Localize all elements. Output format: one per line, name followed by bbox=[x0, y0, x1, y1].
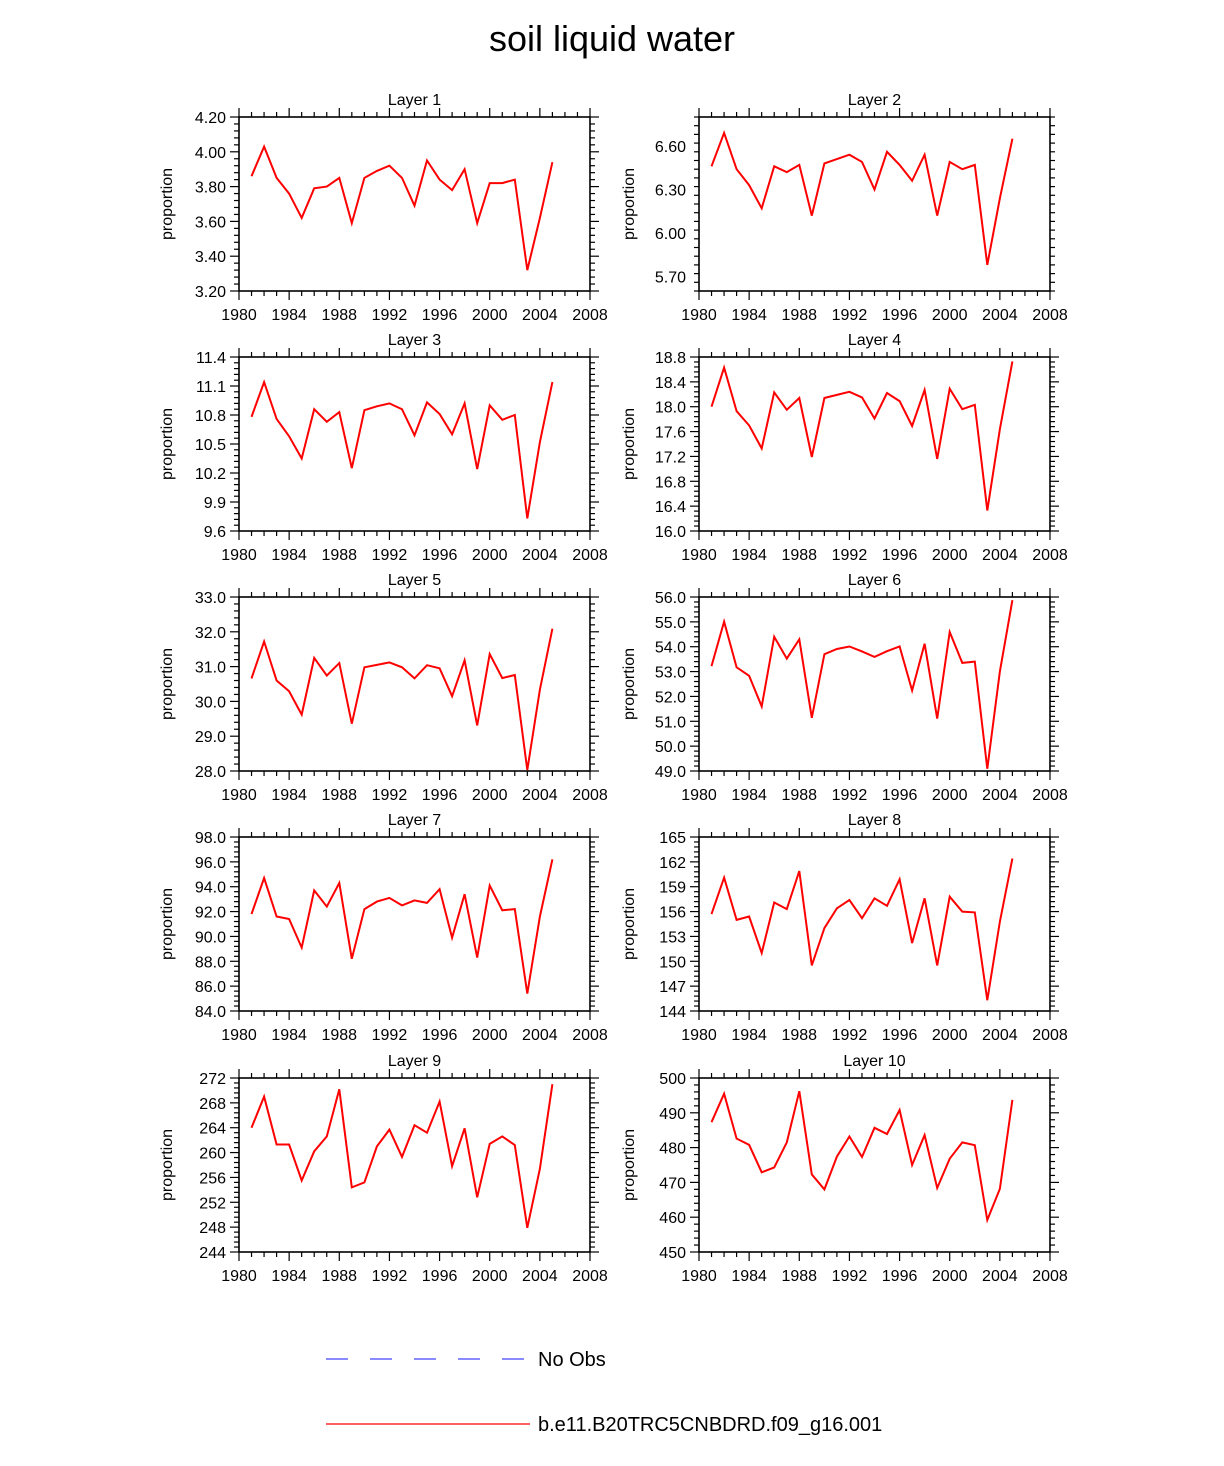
x-tick-label: 1988 bbox=[321, 787, 358, 804]
x-tick-label: 1996 bbox=[421, 1268, 458, 1285]
series-line bbox=[252, 859, 553, 993]
panel-7 bbox=[159, 812, 608, 1044]
y-tick-label: 10.2 bbox=[194, 466, 226, 483]
x-tick-label: 1980 bbox=[221, 307, 257, 324]
series-line bbox=[252, 147, 553, 271]
x-tick-label: 2004 bbox=[982, 1268, 1018, 1285]
y-tick-label: 84.0 bbox=[194, 1004, 226, 1021]
x-tick-label: 1984 bbox=[271, 787, 307, 804]
x-tick-label: 1980 bbox=[221, 547, 257, 564]
panel-title: Layer 9 bbox=[387, 1053, 442, 1070]
y-tick-label: 51.0 bbox=[654, 714, 686, 732]
plot-frame bbox=[239, 357, 590, 531]
panel-title: Layer 6 bbox=[847, 572, 902, 589]
x-tick-label: 1996 bbox=[881, 547, 918, 564]
panel-title: Layer 5 bbox=[387, 572, 442, 589]
x-tick-label: 1992 bbox=[831, 1027, 868, 1044]
x-tick-label: 2004 bbox=[522, 307, 558, 324]
y-axis-label: proportion bbox=[621, 407, 638, 481]
y-tick-label: 256 bbox=[199, 1170, 226, 1188]
x-tick-label: 1980 bbox=[681, 547, 717, 564]
y-axis-label: proportion bbox=[621, 1128, 638, 1202]
x-tick-label: 2004 bbox=[522, 787, 558, 804]
panel-title: Layer 2 bbox=[847, 92, 902, 109]
x-tick-label: 1992 bbox=[831, 307, 868, 324]
panel-title: Layer 3 bbox=[387, 332, 442, 349]
y-tick-label: 480 bbox=[659, 1140, 686, 1158]
x-tick-label: 1984 bbox=[731, 787, 767, 804]
panel-title: Layer 10 bbox=[843, 1053, 906, 1070]
y-tick-label: 16.8 bbox=[654, 474, 686, 492]
x-tick-label: 1984 bbox=[731, 547, 767, 564]
y-tick-label: 460 bbox=[659, 1210, 686, 1228]
y-tick-label: 268 bbox=[199, 1095, 226, 1113]
y-axis-label: proportion bbox=[621, 167, 638, 241]
y-tick-label: 6.00 bbox=[654, 226, 686, 243]
y-tick-label: 9.9 bbox=[203, 495, 226, 512]
y-tick-label: 31.0 bbox=[194, 659, 226, 677]
y-tick-label: 3.80 bbox=[194, 179, 226, 197]
y-tick-label: 144 bbox=[659, 1004, 686, 1021]
y-tick-label: 162 bbox=[659, 854, 686, 872]
x-tick-label: 1996 bbox=[421, 787, 458, 804]
x-tick-label: 2008 bbox=[1032, 787, 1068, 804]
y-tick-label: 52.0 bbox=[654, 689, 686, 707]
y-tick-label: 450 bbox=[659, 1245, 686, 1262]
series-line bbox=[712, 1091, 1013, 1220]
legend-label-model: b.e11.B20TRC5CNBDRD.f09_g16.001 bbox=[538, 1414, 883, 1436]
y-tick-label: 470 bbox=[659, 1175, 686, 1193]
plot-frame bbox=[699, 117, 1050, 291]
y-tick-label: 50.0 bbox=[654, 739, 686, 757]
y-tick-label: 248 bbox=[199, 1220, 226, 1238]
x-tick-label: 1992 bbox=[831, 1268, 868, 1285]
series-line bbox=[712, 600, 1013, 769]
y-tick-label: 86.0 bbox=[194, 979, 226, 997]
panel-title: Layer 4 bbox=[847, 332, 902, 349]
x-tick-label: 1980 bbox=[681, 787, 717, 804]
x-tick-label: 2000 bbox=[471, 1268, 508, 1285]
y-tick-label: 264 bbox=[199, 1120, 226, 1138]
y-tick-label: 244 bbox=[199, 1245, 226, 1262]
x-tick-label: 1992 bbox=[371, 1268, 408, 1285]
panel-5 bbox=[159, 572, 608, 804]
y-tick-label: 32.0 bbox=[194, 624, 226, 642]
series-line bbox=[712, 859, 1013, 1001]
y-tick-label: 18.4 bbox=[654, 374, 686, 392]
y-tick-label: 30.0 bbox=[194, 694, 226, 712]
panel-8 bbox=[621, 812, 1068, 1044]
x-tick-label: 1988 bbox=[781, 1268, 818, 1285]
x-tick-label: 2008 bbox=[1032, 307, 1068, 324]
y-tick-label: 56.0 bbox=[654, 590, 686, 607]
x-tick-label: 1992 bbox=[371, 307, 408, 324]
y-tick-label: 5.70 bbox=[654, 269, 686, 287]
y-tick-label: 4.00 bbox=[194, 144, 226, 162]
x-tick-label: 1980 bbox=[221, 1027, 257, 1044]
y-axis-label: proportion bbox=[159, 1128, 176, 1202]
x-tick-label: 1984 bbox=[731, 1268, 767, 1285]
x-tick-label: 1988 bbox=[321, 1027, 358, 1044]
y-tick-label: 18.0 bbox=[654, 399, 686, 417]
series-line bbox=[712, 133, 1013, 265]
panel-3 bbox=[159, 332, 608, 564]
y-tick-label: 272 bbox=[199, 1071, 226, 1088]
x-tick-label: 1984 bbox=[271, 1027, 307, 1044]
y-tick-label: 6.30 bbox=[654, 182, 686, 200]
y-tick-label: 90.0 bbox=[194, 929, 226, 947]
x-tick-label: 2004 bbox=[522, 1268, 558, 1285]
x-tick-label: 1988 bbox=[321, 1268, 358, 1285]
x-tick-label: 1992 bbox=[371, 1027, 408, 1044]
y-tick-label: 165 bbox=[659, 830, 686, 847]
y-tick-label: 6.60 bbox=[654, 139, 686, 156]
figure-title: soil liquid water bbox=[488, 18, 736, 59]
y-tick-label: 16.4 bbox=[654, 499, 686, 517]
x-tick-label: 2000 bbox=[471, 307, 508, 324]
plot-frame bbox=[239, 597, 590, 771]
x-tick-label: 1996 bbox=[881, 1027, 918, 1044]
y-tick-label: 4.20 bbox=[194, 110, 226, 127]
x-tick-label: 1984 bbox=[271, 307, 307, 324]
panel-2 bbox=[621, 92, 1068, 324]
y-tick-label: 55.0 bbox=[654, 614, 686, 632]
panel-1 bbox=[159, 92, 608, 324]
x-tick-label: 1988 bbox=[781, 787, 818, 804]
x-tick-label: 2008 bbox=[572, 547, 608, 564]
legend-label-no-obs: No Obs bbox=[538, 1349, 606, 1371]
x-tick-label: 1992 bbox=[371, 547, 408, 564]
panel-9 bbox=[159, 1053, 608, 1285]
x-tick-label: 2004 bbox=[982, 307, 1018, 324]
x-tick-label: 2008 bbox=[1032, 1027, 1068, 1044]
y-tick-label: 29.0 bbox=[194, 729, 226, 747]
series-line bbox=[252, 1084, 553, 1228]
y-tick-label: 11.1 bbox=[196, 379, 226, 396]
y-axis-label: proportion bbox=[159, 647, 176, 721]
x-tick-label: 1988 bbox=[321, 307, 358, 324]
x-tick-label: 1996 bbox=[421, 307, 458, 324]
x-tick-label: 1984 bbox=[271, 1268, 307, 1285]
y-tick-label: 94.0 bbox=[194, 879, 226, 897]
y-tick-label: 28.0 bbox=[194, 764, 226, 781]
y-axis-label: proportion bbox=[621, 647, 638, 721]
y-tick-label: 17.6 bbox=[654, 424, 686, 442]
x-tick-label: 2008 bbox=[572, 307, 608, 324]
x-tick-label: 1988 bbox=[781, 547, 818, 564]
x-tick-label: 1992 bbox=[371, 787, 408, 804]
x-tick-label: 1980 bbox=[681, 1268, 717, 1285]
y-tick-label: 490 bbox=[659, 1105, 686, 1123]
y-tick-label: 260 bbox=[199, 1145, 226, 1163]
x-tick-label: 1984 bbox=[271, 547, 307, 564]
y-tick-label: 53.0 bbox=[654, 664, 686, 682]
x-tick-label: 1996 bbox=[881, 1268, 918, 1285]
y-tick-label: 17.2 bbox=[654, 449, 686, 467]
plot-frame bbox=[699, 1078, 1050, 1252]
panel-10 bbox=[621, 1053, 1068, 1285]
x-tick-label: 2008 bbox=[1032, 1268, 1068, 1285]
panel-title: Layer 8 bbox=[847, 812, 902, 829]
y-tick-label: 49.0 bbox=[654, 764, 686, 781]
panel-6 bbox=[621, 572, 1068, 804]
x-tick-label: 2000 bbox=[931, 787, 968, 804]
y-tick-label: 98.0 bbox=[194, 830, 226, 847]
x-tick-label: 2000 bbox=[931, 1268, 968, 1285]
x-tick-label: 1988 bbox=[321, 547, 358, 564]
x-tick-label: 1992 bbox=[831, 547, 868, 564]
x-tick-label: 1984 bbox=[731, 307, 767, 324]
x-tick-label: 2004 bbox=[522, 547, 558, 564]
y-tick-label: 153 bbox=[659, 929, 686, 947]
x-tick-label: 2000 bbox=[931, 1027, 968, 1044]
x-tick-label: 1980 bbox=[221, 787, 257, 804]
y-axis-label: proportion bbox=[621, 887, 638, 961]
x-tick-label: 2008 bbox=[572, 1268, 608, 1285]
y-tick-label: 33.0 bbox=[194, 590, 226, 607]
y-axis-label: proportion bbox=[159, 407, 176, 481]
y-tick-label: 150 bbox=[659, 954, 686, 972]
y-tick-label: 159 bbox=[659, 879, 686, 897]
series-line bbox=[712, 361, 1013, 510]
series-line bbox=[252, 629, 553, 770]
y-tick-label: 9.6 bbox=[203, 524, 226, 541]
x-tick-label: 1996 bbox=[881, 787, 918, 804]
x-tick-label: 1996 bbox=[421, 547, 458, 564]
x-tick-label: 1984 bbox=[731, 1027, 767, 1044]
x-tick-label: 2000 bbox=[471, 547, 508, 564]
x-tick-label: 1980 bbox=[681, 307, 717, 324]
y-tick-label: 96.0 bbox=[194, 854, 226, 872]
series-line bbox=[252, 382, 553, 518]
x-tick-label: 2008 bbox=[572, 787, 608, 804]
x-tick-label: 1988 bbox=[781, 1027, 818, 1044]
x-tick-label: 2000 bbox=[931, 547, 968, 564]
panel-4 bbox=[621, 332, 1068, 564]
y-tick-label: 252 bbox=[199, 1195, 226, 1213]
x-tick-label: 2008 bbox=[572, 1027, 608, 1044]
y-axis-label: proportion bbox=[159, 887, 176, 961]
y-tick-label: 500 bbox=[659, 1071, 686, 1088]
y-tick-label: 3.60 bbox=[194, 214, 226, 232]
y-tick-label: 88.0 bbox=[194, 954, 226, 972]
y-tick-label: 10.5 bbox=[194, 437, 226, 454]
x-tick-label: 1980 bbox=[681, 1027, 717, 1044]
x-tick-label: 2000 bbox=[471, 1027, 508, 1044]
y-tick-label: 3.40 bbox=[194, 249, 226, 267]
x-tick-label: 2004 bbox=[982, 787, 1018, 804]
y-tick-label: 92.0 bbox=[194, 904, 226, 922]
y-tick-label: 16.0 bbox=[654, 524, 686, 541]
x-tick-label: 2004 bbox=[982, 547, 1018, 564]
panel-title: Layer 7 bbox=[387, 812, 442, 829]
y-tick-label: 3.20 bbox=[194, 284, 226, 301]
y-axis-label: proportion bbox=[159, 167, 176, 241]
x-tick-label: 2004 bbox=[982, 1027, 1018, 1044]
legend bbox=[0, 1330, 1224, 1460]
y-tick-label: 156 bbox=[659, 904, 686, 922]
y-tick-label: 10.8 bbox=[194, 408, 226, 425]
x-tick-label: 1980 bbox=[221, 1268, 257, 1285]
x-tick-label: 2008 bbox=[1032, 547, 1068, 564]
x-tick-label: 1996 bbox=[881, 307, 918, 324]
x-tick-label: 2000 bbox=[471, 787, 508, 804]
y-tick-label: 11.4 bbox=[196, 350, 226, 367]
x-tick-label: 1996 bbox=[421, 1027, 458, 1044]
plot-frame bbox=[239, 1078, 590, 1252]
x-tick-label: 2000 bbox=[931, 307, 968, 324]
x-tick-label: 1992 bbox=[831, 787, 868, 804]
x-tick-label: 1988 bbox=[781, 307, 818, 324]
y-tick-label: 54.0 bbox=[654, 639, 686, 657]
x-tick-label: 2004 bbox=[522, 1027, 558, 1044]
panel-title: Layer 1 bbox=[387, 92, 442, 109]
y-tick-label: 18.8 bbox=[654, 350, 686, 367]
y-tick-label: 147 bbox=[659, 979, 686, 997]
